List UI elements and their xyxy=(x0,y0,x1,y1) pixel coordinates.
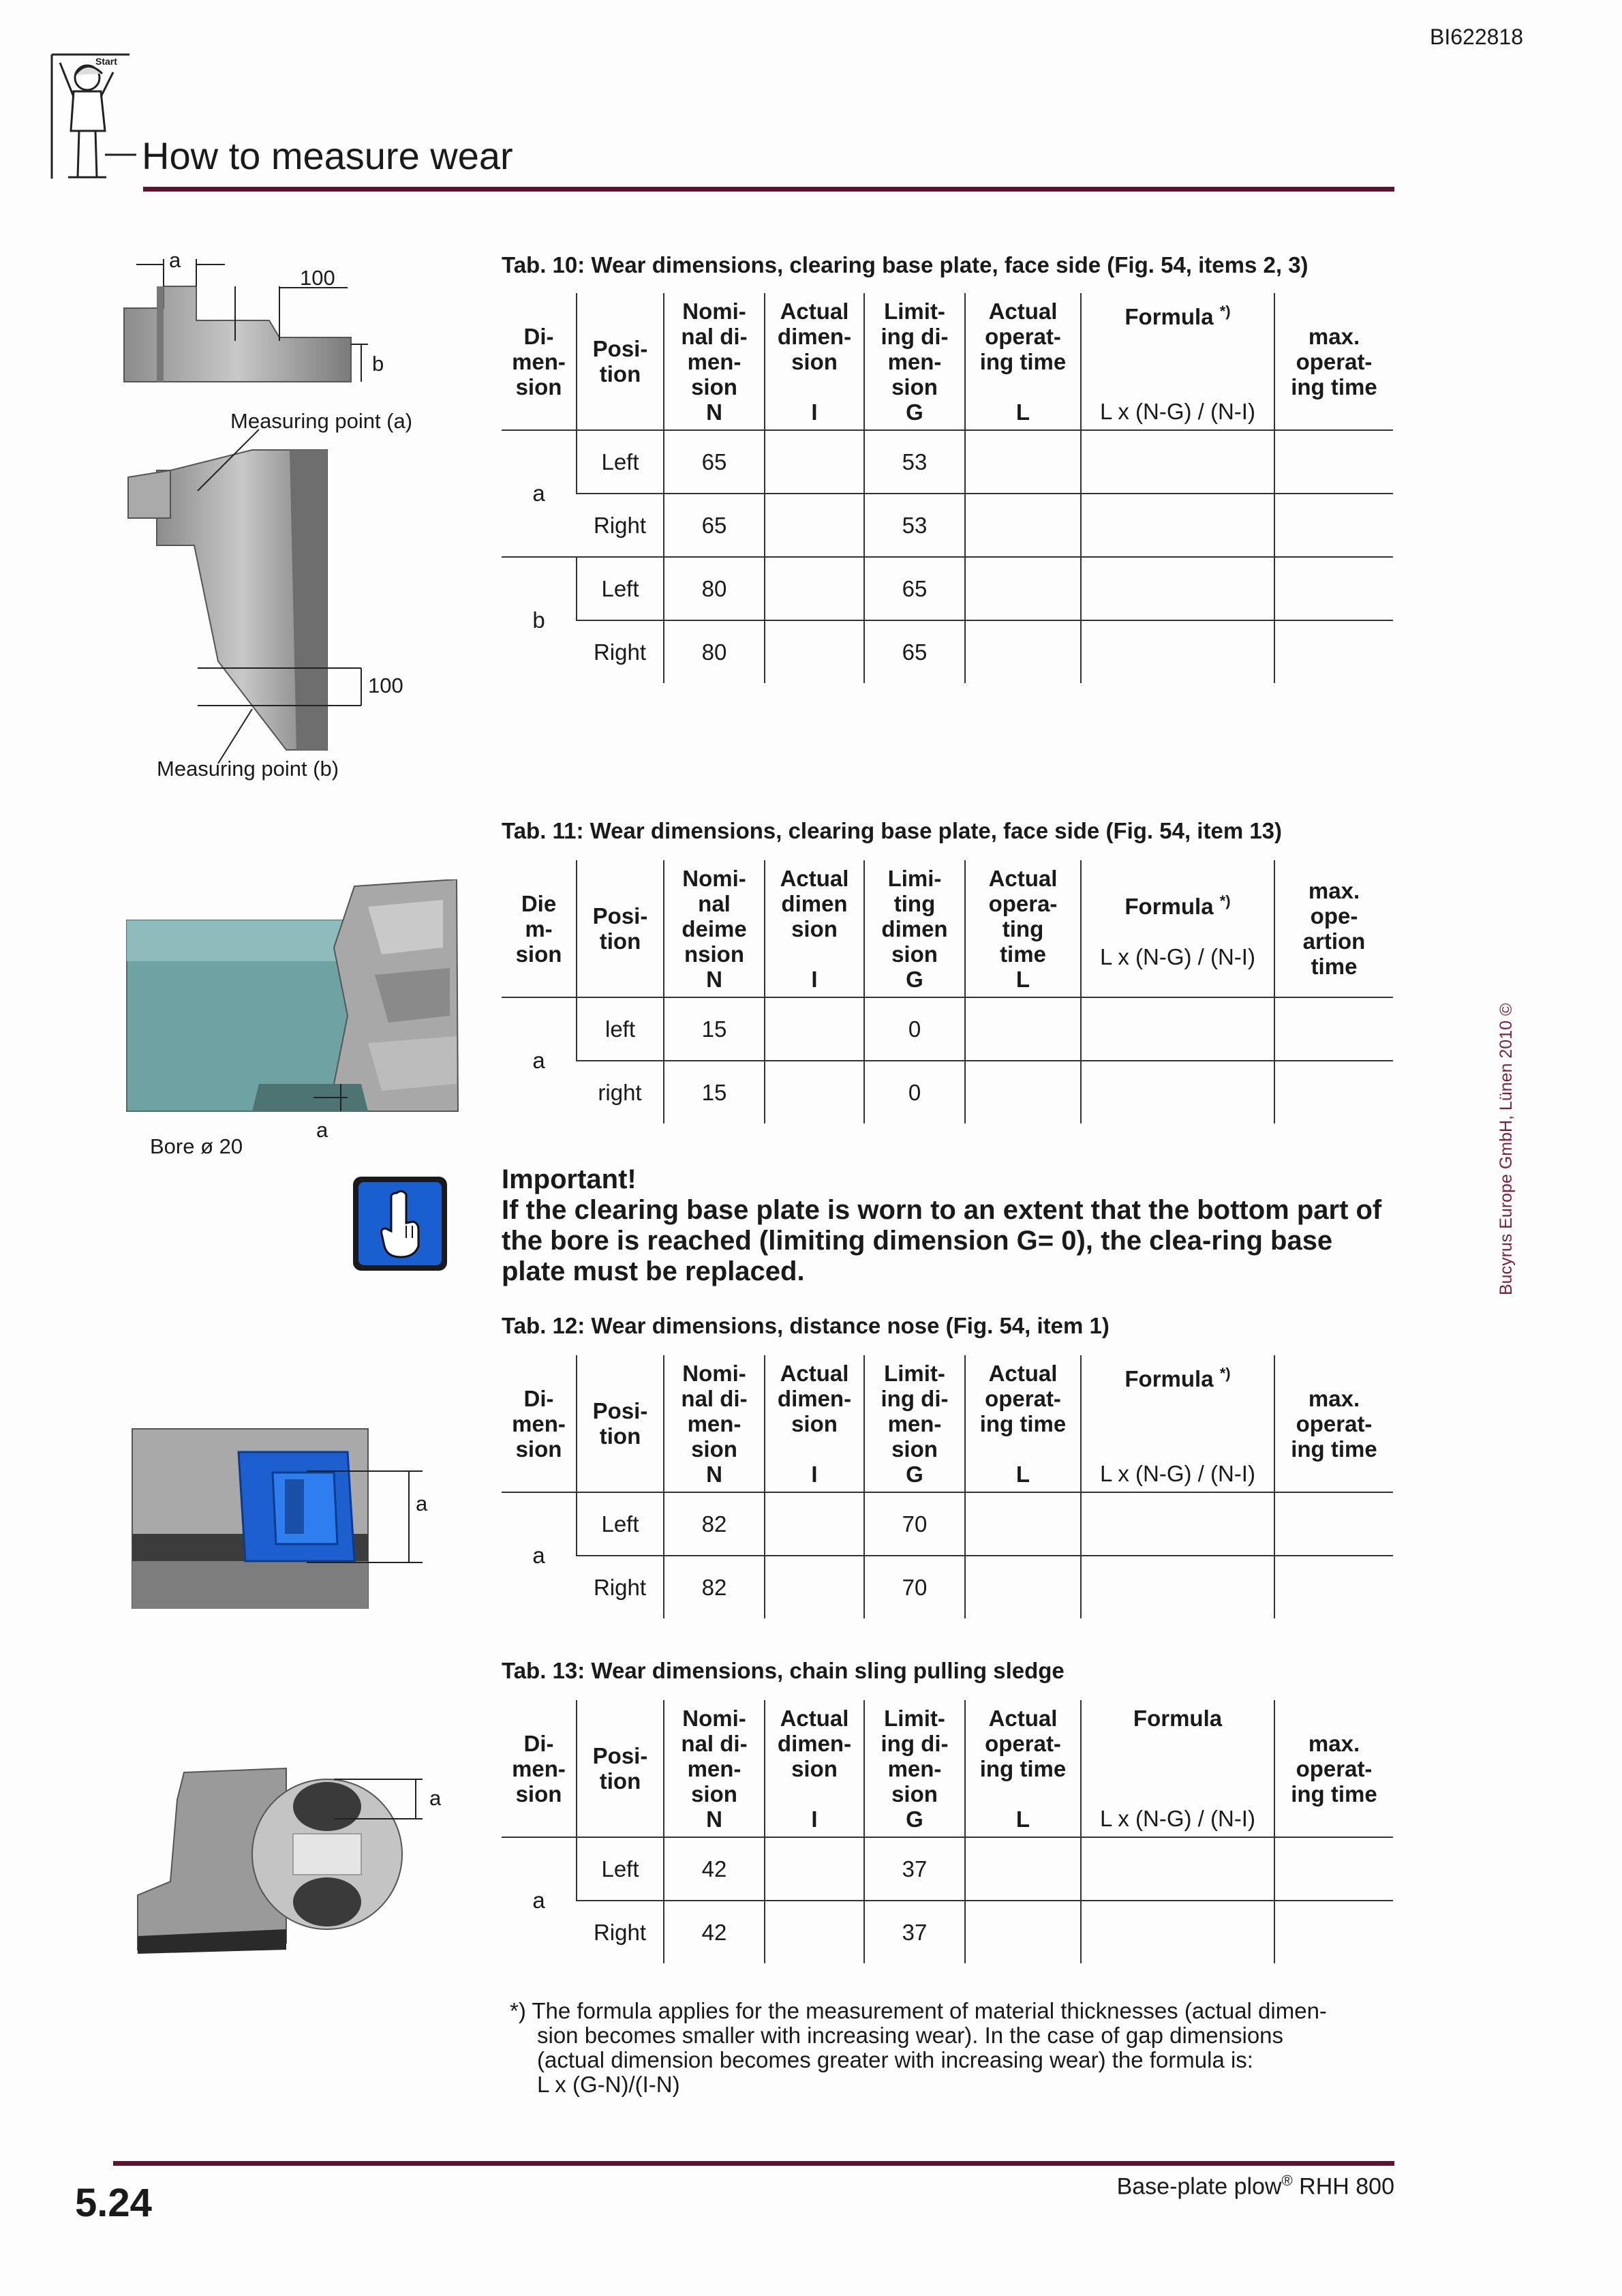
hdr-operating: Actual operat- ing time L xyxy=(965,293,1081,430)
cell-pos: Left xyxy=(577,1837,664,1901)
cell-dim: a xyxy=(532,1048,545,1073)
table-row xyxy=(502,1901,1393,1963)
cell-l xyxy=(965,430,1081,494)
table-row xyxy=(502,997,1393,1061)
hdr-actual: Actual dimen- sion I xyxy=(765,1355,864,1492)
cell-max xyxy=(1274,997,1393,1061)
cell-max xyxy=(1274,494,1393,557)
cell-l xyxy=(965,1901,1081,1963)
hdr-max: max. operat- ing time xyxy=(1274,293,1393,430)
cell-pos: Right xyxy=(593,639,647,665)
cell-dim: a xyxy=(532,1888,545,1913)
document-id: BI622818 xyxy=(1429,25,1523,49)
cell-g: 0 xyxy=(864,997,965,1061)
fig1-label-b: b xyxy=(372,352,384,376)
hdr-max: max. operat- ing time xyxy=(1274,1700,1393,1837)
cell-i xyxy=(765,1492,864,1556)
hdr-formula: Formula L x (N-G) / (N-I) xyxy=(1081,1700,1274,1837)
cell-i xyxy=(765,494,864,557)
cell-i xyxy=(765,557,864,620)
tab11-table xyxy=(502,860,1393,1123)
cell-l xyxy=(965,997,1081,1061)
page-number: 5.24 xyxy=(75,2181,152,2225)
figure-base-plate-face xyxy=(116,245,470,791)
cell-g: 70 xyxy=(864,1492,965,1556)
tab10-caption: Tab. 10: Wear dimensions, clearing base plate, face side (Fig. 54, items 2, 3) xyxy=(502,252,1309,277)
hdr-actual: Actual dimen sion I xyxy=(765,860,864,997)
important-notice xyxy=(502,1164,1388,1287)
hdr-position: Posi- tion xyxy=(577,1355,664,1492)
cell-n: 42 xyxy=(664,1901,765,1963)
cell-pos: Left xyxy=(577,557,664,620)
table-row xyxy=(502,1556,1393,1618)
copyright-notice: Bucyrus Europe GmbH, Lünen 2010 © xyxy=(1497,1003,1516,1295)
hdr-limiting: Limit- ing di- men- sion G xyxy=(864,1355,965,1492)
fig3-label-a: a xyxy=(416,1492,428,1515)
important-text: If the clearing base plate is worn to an extent that the bottom part of the bore is reached (limiting dimension G= 0), the clea-ring base plate must be replaced. xyxy=(502,1195,1382,1286)
tab12-table xyxy=(502,1355,1393,1618)
cell-n: 65 xyxy=(664,430,765,494)
tab13-table xyxy=(502,1700,1393,1963)
cell-n: 80 xyxy=(664,620,765,683)
cell-max xyxy=(1274,557,1393,620)
cell-l xyxy=(965,1556,1081,1618)
cell-i xyxy=(765,997,864,1061)
table-row xyxy=(502,557,1393,620)
cell-max xyxy=(1274,1556,1393,1618)
cell-dim: a xyxy=(532,1543,545,1568)
hdr-actual: Actual dimen- sion I xyxy=(765,1700,864,1837)
footnote xyxy=(510,1999,1389,2097)
cell-formula xyxy=(1081,1061,1274,1123)
table-row xyxy=(502,430,1393,494)
cell-l xyxy=(965,557,1081,620)
cell-n: 80 xyxy=(664,557,765,620)
cell-pos: right xyxy=(598,1079,642,1105)
cell-formula xyxy=(1081,620,1274,683)
cell-i xyxy=(765,430,864,494)
figure-chain-sling-sledge xyxy=(129,1759,457,1963)
cell-formula xyxy=(1081,997,1274,1061)
footer-product: Base-plate plow® RHH 800 xyxy=(1116,2172,1394,2200)
cell-n: 82 xyxy=(664,1492,765,1556)
hdr-dimension: Di- men- sion xyxy=(502,293,577,430)
hint-hand-icon xyxy=(352,1175,448,1272)
cell-i xyxy=(765,1901,864,1963)
cell-l xyxy=(965,620,1081,683)
footnote-line4: L x (G-N)/(I-N) xyxy=(537,2072,680,2097)
cell-max xyxy=(1274,430,1393,494)
hdr-nominal: Nomi- nal di- men- sion N xyxy=(664,293,765,430)
hdr-position: Posi- tion xyxy=(577,860,664,997)
important-heading: Important! xyxy=(502,1164,637,1194)
hdr-formula: Formula *) L x (N-G) / (N-I) xyxy=(1081,860,1274,997)
cell-pos: left xyxy=(577,997,664,1061)
cell-formula xyxy=(1081,1837,1274,1901)
hdr-position: Posi- tion xyxy=(577,1700,664,1837)
hdr-max: max. ope- artion time xyxy=(1274,860,1393,997)
table-row xyxy=(502,1492,1393,1556)
bore-label: Bore ø 20 xyxy=(150,1134,243,1158)
cell-i xyxy=(765,620,864,683)
cell-n: 15 xyxy=(664,1061,765,1123)
measuring-point-b-label: Measuring point (b) xyxy=(157,757,339,781)
hdr-max: max. operat- ing time xyxy=(1274,1355,1393,1492)
fig4-label-a: a xyxy=(429,1786,442,1810)
table-row xyxy=(502,494,1393,557)
cell-max xyxy=(1274,1492,1393,1556)
cell-dim: b xyxy=(532,607,545,633)
cell-max xyxy=(1274,620,1393,683)
cell-g: 65 xyxy=(864,620,965,683)
tab12-caption: Tab. 12: Wear dimensions, distance nose (Fig. 54, item 1) xyxy=(502,1313,1110,1338)
cell-g: 53 xyxy=(864,430,965,494)
tab10-table xyxy=(502,293,1393,683)
cell-i xyxy=(765,1837,864,1901)
hdr-limiting: Limit- ing di- men- sion G xyxy=(864,1700,965,1837)
hdr-dimension: Die m- sion xyxy=(502,860,577,997)
hdr-limiting: Limit- ing di- men- sion G xyxy=(864,293,965,430)
hdr-operating: Actual opera- ting time L xyxy=(965,860,1081,997)
hdr-dimension: Di- men- sion xyxy=(502,1700,577,1837)
cell-g: 70 xyxy=(864,1556,965,1618)
fig2-label-a: a xyxy=(316,1118,328,1142)
footnote-line2: sion becomes smaller with increasing wear). In the case of gap dimensions xyxy=(537,2023,1284,2048)
cell-i xyxy=(765,1061,864,1123)
cell-formula xyxy=(1081,557,1274,620)
figure-bore-plate xyxy=(123,879,463,1166)
cell-n: 15 xyxy=(664,997,765,1061)
hdr-formula: Formula *) L x (N-G) / (N-I) xyxy=(1081,293,1274,430)
cell-g: 53 xyxy=(864,494,965,557)
measuring-point-a-label: Measuring point (a) xyxy=(230,409,413,433)
cell-g: 37 xyxy=(864,1837,965,1901)
top-rule xyxy=(143,187,1394,192)
cell-formula xyxy=(1081,1492,1274,1556)
cell-max xyxy=(1274,1837,1393,1901)
cell-pos: Left xyxy=(577,430,664,494)
table-row xyxy=(502,1837,1393,1901)
cell-n: 65 xyxy=(664,494,765,557)
hdr-nominal: Nomi- nal deime nsion N xyxy=(664,860,765,997)
hdr-operating: Actual operat- ing time L xyxy=(965,1355,1081,1492)
cell-n: 42 xyxy=(664,1837,765,1901)
fig1-label-a: a xyxy=(169,248,181,272)
cell-g: 37 xyxy=(864,1901,965,1963)
fig1-label-100-top: 100 xyxy=(300,266,335,290)
cell-l xyxy=(965,1837,1081,1901)
cell-g: 65 xyxy=(864,557,965,620)
hdr-formula: Formula *) L x (N-G) / (N-I) xyxy=(1081,1355,1274,1492)
cell-formula xyxy=(1081,430,1274,494)
tab11-caption: Tab. 11: Wear dimensions, clearing base plate, face side (Fig. 54, item 13) xyxy=(502,818,1283,843)
cell-pos: Right xyxy=(593,1919,647,1945)
table-row xyxy=(502,620,1393,683)
hdr-actual: Actual dimen- sion I xyxy=(765,293,864,430)
hdr-limiting: Limi- ting dimen sion G xyxy=(864,860,965,997)
footnote-line1: *) The formula applies for the measurement of material thicknesses (actual dimen- xyxy=(510,1998,1327,2023)
hdr-position: Posi- tion xyxy=(577,293,664,430)
tab13-caption: Tab. 13: Wear dimensions, chain sling pulling sledge xyxy=(502,1658,1065,1683)
cell-max xyxy=(1274,1901,1393,1963)
cell-l xyxy=(965,494,1081,557)
hdr-dimension: Di- men- sion xyxy=(502,1355,577,1492)
hdr-nominal: Nomi- nal di- men- sion N xyxy=(664,1700,765,1837)
page-title: How to measure wear xyxy=(142,134,513,177)
table-row xyxy=(502,1061,1393,1123)
cell-pos: Right xyxy=(593,1574,647,1600)
start-logo-icon xyxy=(48,49,136,185)
cell-pos: Left xyxy=(577,1492,664,1556)
cell-i xyxy=(765,1556,864,1618)
hdr-nominal: Nomi- nal di- men- sion N xyxy=(664,1355,765,1492)
bottom-rule xyxy=(113,2161,1394,2166)
fig1-label-100-side: 100 xyxy=(368,674,403,697)
logo-start-text: Start xyxy=(95,56,117,67)
cell-n: 82 xyxy=(664,1556,765,1618)
cell-l xyxy=(965,1061,1081,1123)
figure-distance-nose xyxy=(129,1418,457,1616)
cell-g: 0 xyxy=(864,1061,965,1123)
hdr-operating: Actual operat- ing time L xyxy=(965,1700,1081,1837)
cell-l xyxy=(965,1492,1081,1556)
cell-formula xyxy=(1081,1901,1274,1963)
cell-formula xyxy=(1081,1556,1274,1618)
cell-formula xyxy=(1081,494,1274,557)
cell-pos: Right xyxy=(577,494,664,557)
cell-max xyxy=(1274,1061,1393,1123)
cell-dim: a xyxy=(502,430,577,557)
footnote-line3: (actual dimension becomes greater with increasing wear) the formula is: xyxy=(537,2047,1253,2072)
